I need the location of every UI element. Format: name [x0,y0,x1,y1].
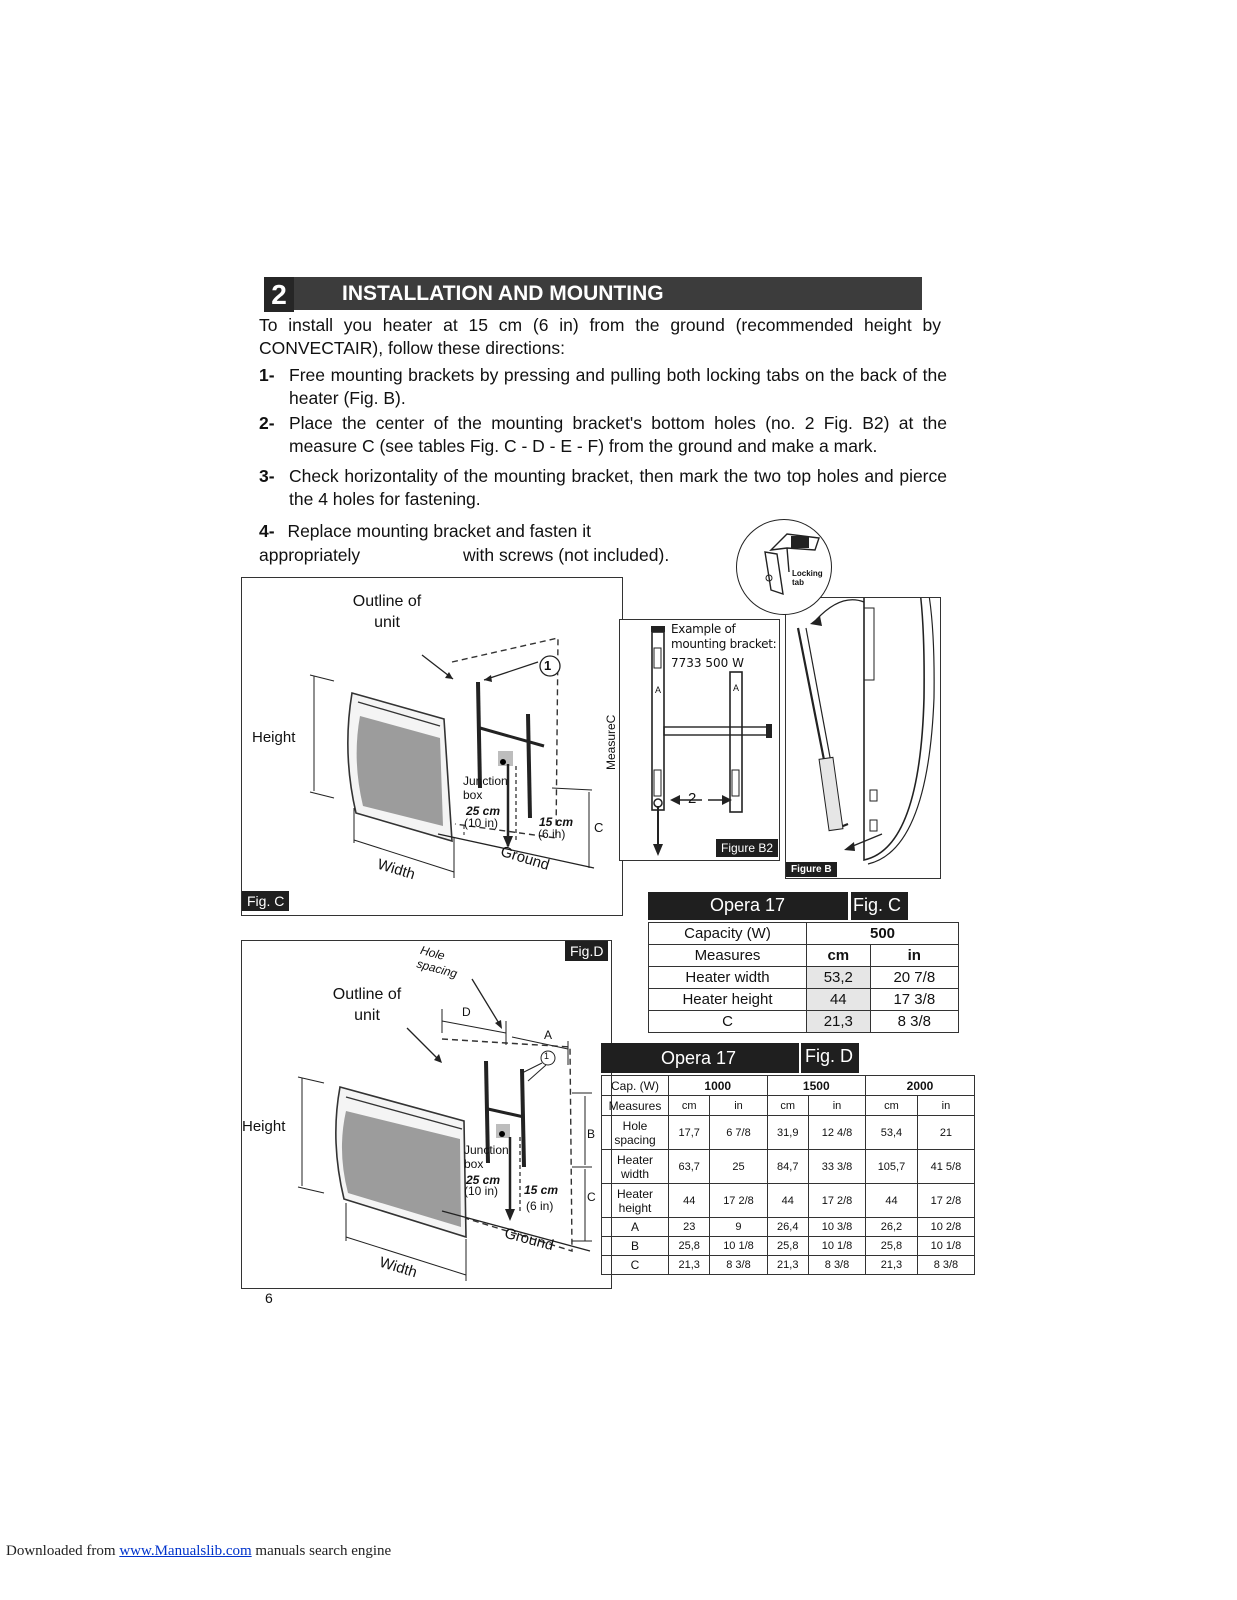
fig-c-panel [241,577,623,916]
dim-15cm: 15 cm [524,1183,559,1197]
cell: 44 [866,1184,918,1218]
cell: 21,3 [669,1256,710,1275]
fig-c-illustration [242,578,622,915]
table-c [648,922,959,1033]
fig-d-label: Fig.D [565,941,608,961]
row-cm: 44 [807,989,871,1011]
dim-10in: (10 in) [464,816,499,830]
cell: 17 2/8 [808,1184,865,1218]
cell: 23 [669,1218,710,1237]
footer-suffix: manuals search engine [251,1543,392,1559]
cell: 31,9 [767,1116,808,1150]
junction-box-label: Junction box [463,774,508,802]
cell: 44 [669,1184,710,1218]
callout-2: 2 [688,790,697,807]
fig-b-illustration [786,598,940,878]
step-number: 2- [259,413,275,433]
table-d-fig: Fig. D [805,1046,854,1066]
capacity-value: 500 [807,923,959,945]
measures-label: Measures [602,1096,669,1116]
model-label: 7733 500 W [671,656,744,670]
cell: 8 3/8 [710,1256,767,1275]
fig-b-panel [785,597,941,879]
row-in: 20 7/8 [870,967,958,989]
table-row [602,1237,975,1256]
example-line2: mounting bracket: [671,637,777,651]
step-number: 3- [259,466,275,486]
step-4 [259,520,689,543]
cell: 9 [710,1218,767,1237]
row-label: Heater width [649,967,807,989]
row-label: C [602,1256,669,1275]
locking-tab-drawing [737,520,831,614]
cell: 12 4/8 [808,1116,865,1150]
section-number: 2 [264,277,294,312]
table-row [602,1116,975,1150]
cell: 63,7 [669,1150,710,1184]
cell: 10 1/8 [808,1237,865,1256]
outline-of-unit-label: Outline of unit [352,593,422,631]
cell: 10 3/8 [808,1218,865,1237]
width-label: Width [377,1253,419,1282]
section-title: INSTALLATION AND MOUNTING [342,282,664,305]
table-d [601,1075,975,1275]
row-label: B [602,1237,669,1256]
measure-c-vertical: MeasureC [604,714,618,770]
mark-a-right: A [733,683,740,693]
cell: 26,2 [866,1218,918,1237]
unit: cm [866,1096,918,1116]
cell: 17 2/8 [917,1184,974,1218]
step-1 [259,364,947,410]
locking-tab-label: Locking tab [792,569,823,587]
cell: 21,3 [866,1256,918,1275]
cell: 44 [767,1184,808,1218]
table-d-header [601,1043,859,1073]
locking-tab-detail [736,519,832,615]
measures-label: Measures [649,945,807,967]
height-label: Height [252,729,296,746]
unit: cm [669,1096,710,1116]
cell: 25,8 [767,1237,808,1256]
step-3 [259,465,947,511]
step-4-line2b: with screws (not included). [463,545,670,565]
cap-2000: 2000 [866,1076,975,1096]
unit-cm: cm [807,945,871,967]
dim-c-label: C [587,1190,596,1204]
hole-spacing-label: Hole spacing [415,943,459,981]
dim-10in: (10 in) [464,1184,499,1198]
table-c-model: Opera 17 [710,895,786,915]
cell: 25,8 [866,1237,918,1256]
table-row [602,1184,975,1218]
cell: 17 2/8 [710,1184,767,1218]
ground-label: Ground [498,843,552,874]
cell: 41 5/8 [917,1150,974,1184]
step-2 [259,412,947,458]
callout-1: 1 [544,658,552,673]
fig-b2-panel [604,619,780,861]
width-label: Width [375,855,417,884]
dim-a-label: A [544,1028,553,1042]
table-row [649,967,959,989]
unit-in: in [870,945,958,967]
table-row [602,1256,975,1275]
cell: 10 1/8 [710,1237,767,1256]
cell: 21 [917,1116,974,1150]
table-row [649,1011,959,1033]
cell: 25,8 [669,1237,710,1256]
row-label: Heater height [602,1184,669,1218]
row-label: A [602,1218,669,1237]
step-text-a: Replace mounting bracket and fasten it [287,521,591,541]
cap-1000: 1000 [669,1076,768,1096]
measure-c-label: C [594,820,604,835]
capacity-label: Capacity (W) [649,923,807,945]
step-text: Free mounting brackets by pressing and pulling both locking tabs on the back of the heater (Fig. B). [289,365,947,408]
cell: 33 3/8 [808,1150,865,1184]
step-4-line2a: appropriately [259,545,361,565]
row-label: Heater width [602,1150,669,1184]
junction-box-label: Junction box [464,1143,509,1171]
dim-25cm: 25 cm [466,804,501,818]
cap-1500: 1500 [767,1076,866,1096]
fig-c-label: Fig. C [242,891,289,911]
table-c-fig: Fig. C [853,895,902,915]
footer-prefix: Downloaded from [6,1543,120,1559]
dim-6in: (6 in) [538,827,566,841]
cell: 10 1/8 [917,1237,974,1256]
table-row [602,1150,975,1184]
fig-d-panel [241,940,612,1289]
cell: 84,7 [767,1150,808,1184]
cell: 25 [710,1150,767,1184]
cell: 6 7/8 [710,1116,767,1150]
step-number: 1- [259,365,275,385]
table-row [602,1218,975,1237]
cell: 53,4 [866,1116,918,1150]
row-in: 8 3/8 [870,1011,958,1033]
step-number: 4- [259,521,275,541]
dim-15cm: 15 cm [539,815,574,829]
unit: in [917,1096,974,1116]
cell: 8 3/8 [917,1256,974,1275]
fig-b-label: Figure B [786,862,837,877]
step-text: Check horizontality of the mounting bracket, then mark the two top holes and pierce the 4 holes for fastening. [289,466,947,509]
example-line1: Example of [671,622,736,636]
cell: 21,3 [767,1256,808,1275]
dim-d-label: D [462,1005,471,1019]
outline-of-unit-label: Outline of unit [332,986,402,1024]
page-number: 6 [265,1290,273,1306]
fig-d-illustration [242,941,611,1288]
manualslib-link[interactable]: www.Manualslib.com [119,1543,252,1559]
unit: in [710,1096,767,1116]
height-label: Height [242,1118,286,1135]
row-cm: 53,2 [807,967,871,989]
row-label: Heater height [649,989,807,1011]
footer [6,1543,391,1560]
mark-a-left: A [655,685,662,695]
row-label: C [649,1011,807,1033]
callout-1: 1 [544,1051,550,1061]
fig-b2-label: Figure B2 [716,839,778,857]
unit: in [808,1096,865,1116]
intro-paragraph: To install you heater at 15 cm (6 in) from the ground (recommended height by CONVECTAIR), follow these directions: [259,315,941,358]
dim-b-label: B [587,1127,596,1141]
dim-25cm: 25 cm [466,1173,501,1187]
table-d-model: Opera 17 [661,1048,737,1068]
table-c-header [648,892,908,920]
ground-label: Ground [502,1224,556,1255]
dim-6in: (6 in) [526,1199,554,1213]
unit: cm [767,1096,808,1116]
table-row [649,989,959,1011]
cell: 8 3/8 [808,1256,865,1275]
cap-label: Cap. (W) [602,1076,669,1096]
cell: 10 2/8 [917,1218,974,1237]
row-label: Hole spacing [602,1116,669,1150]
cell: 17,7 [669,1116,710,1150]
row-in: 17 3/8 [870,989,958,1011]
row-cm: 21,3 [807,1011,871,1033]
cell: 26,4 [767,1218,808,1237]
cell: 105,7 [866,1150,918,1184]
step-text: Place the center of the mounting bracket's bottom holes (no. 2 Fig. B2) at the measure C (see tables Fig. C - D - E - F) from the ground and make a mark. [289,413,947,456]
